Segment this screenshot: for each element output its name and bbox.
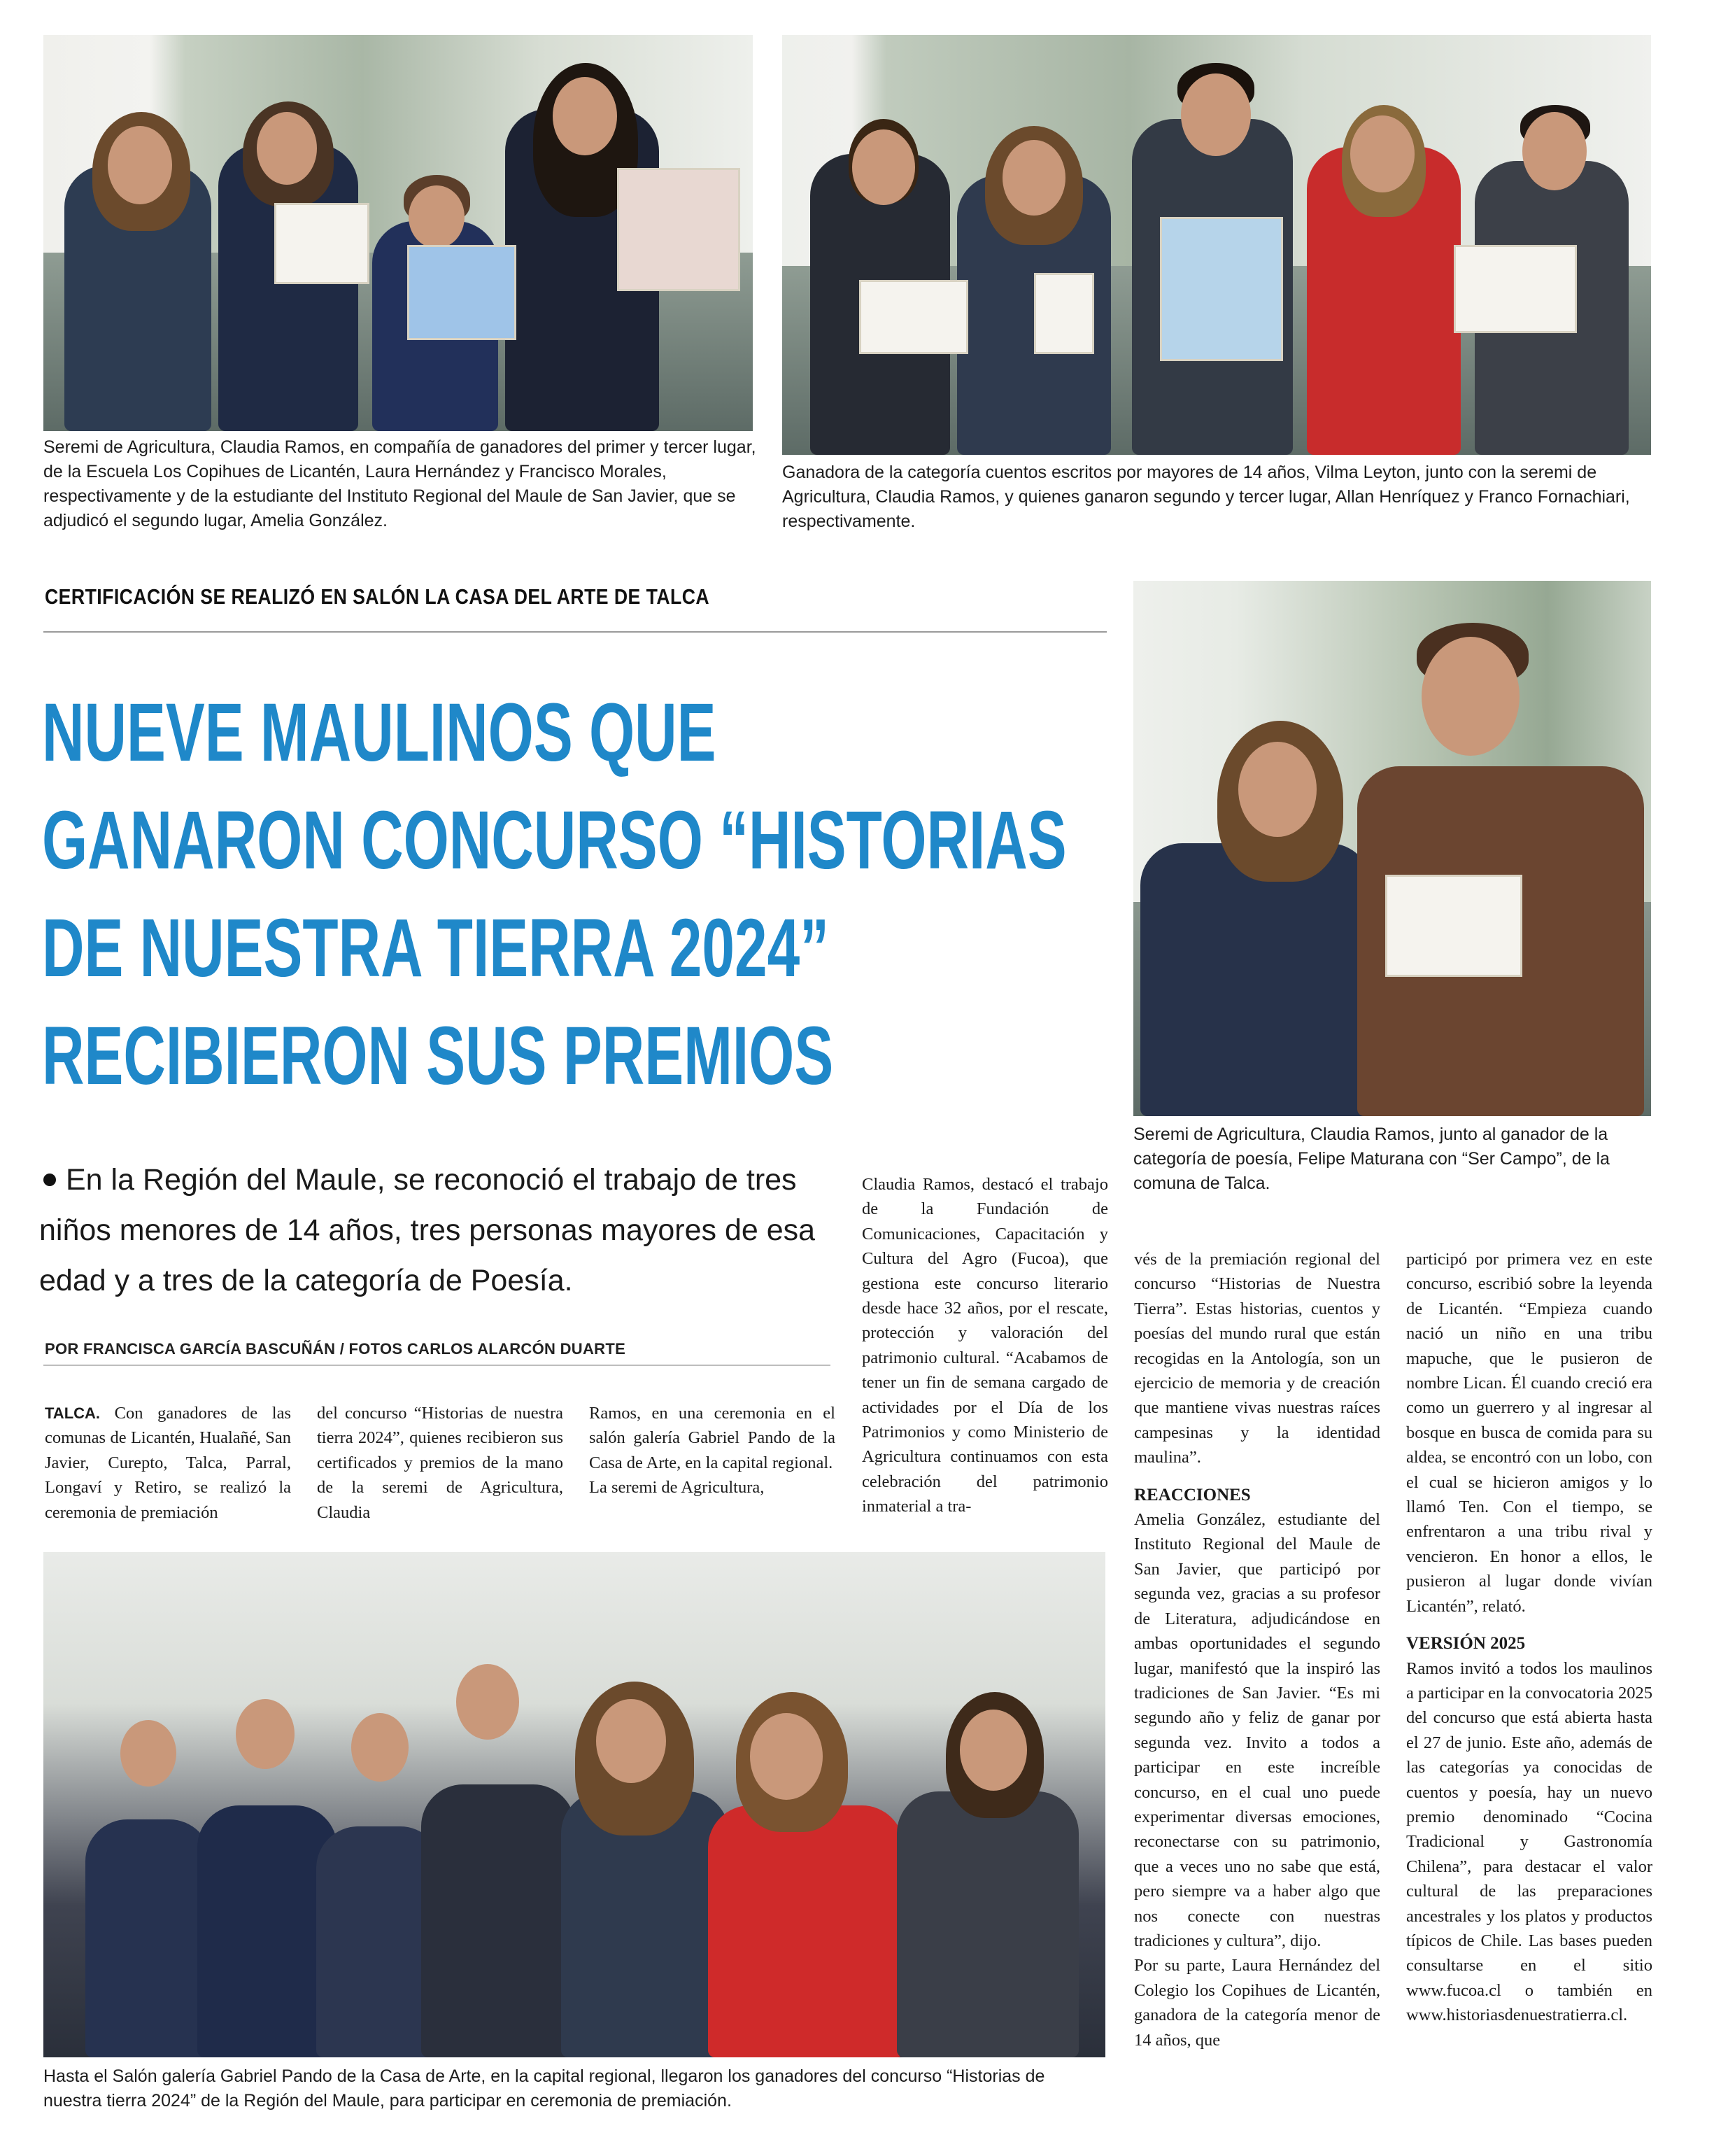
- caption-top-left: Seremi de Agricultura, Claudia Ramos, en compañía de ganadores del primer y tercer lugar, de la Escuela Los Copihues de Licantén, Laura Hernández y Francisco Morales, respectivamente y de la estudiante del Instituto Regional del Maule de San Javier, que se adjudicó el segundo lugar, Amelia González.: [43, 437, 756, 530]
- paragraph: participó por primera vez en este concurso, escribió sobre la leyenda de Licantén. “Empieza cuando nació un niño en una tribu mapuche, que le pusieron de nombre Lican. Él cuando creció era como un guerrero y al ingresar al bosque en busca de comida para su aldea, se encontró con un lobo, con el cual se hicieron amigos y lo llamó Ten. Con el tiempo, se enfrentaron a una tribu rival y vencieron. En honor a ellos, le pusieron al lugar donde vivían Licantén”, relató.: [1406, 1250, 1652, 1616]
- caption-bottom: Hasta el Salón galería Gabriel Pando de la Casa de Arte, en la capital regional, llegaron los ganadores del concurso “Historias de nuestra tierra 2024” de la Región del Maule, para participar en ceremonia de premiación.: [43, 2066, 1045, 2111]
- paragraph: del concurso “Historias de nuestra tierra 2024”, quienes recibieron sus certificados y premios de la mano de la seremi de Agricultura, Claudia: [317, 1404, 563, 1522]
- paragraph-text: Con ganadores de las comunas de Licantén, Hualañé, San Javier, Curepto, Talca, Parral, Longaví y Retiro, se realizó la ceremonia de premiación: [45, 1404, 292, 1522]
- column-5: [1134, 1247, 1380, 2052]
- column-2: [317, 1401, 563, 1525]
- subhead-version-2025: VERSIÓN 2025: [1406, 1634, 1526, 1654]
- paragraph: Ramos invitó a todos los maulinos a participar en la convocatoria 2025 del concurso que está abierta hasta el 27 de junio. Este año, además de las categorías ya conocidas de cuentos y poesía, hay un nuevo premio denominado “Cocina Tradicional y Gastronomía Chilena”, para destacar el valor cultural de las preparaciones ancestrales y los platos y productos típicos de Chile. Las bases pueden consultarse en el sitio www.fucoa.cl o también en www.historiasdenuestratierra.cl.: [1406, 1658, 1652, 2025]
- paragraph: [45, 1401, 291, 1525]
- paragraph: Claudia Ramos, destacó el trabajo de la Fundación de Comunicaciones, Capacitación y Cultura del Agro (Fucoa), que gestiona este concurso literario desde hace 32 años, por el rescate, protección y valoración del patrimonio cultural. “Acabamos de tener un fin de semana cargado de actividades por el Día de los Patrimonios y como Ministerio de Agricultura continuamos con esta celebración del patrimonio inmaterial a tra-: [862, 1175, 1108, 1516]
- column-1: [45, 1401, 291, 1525]
- photo-right: [1133, 581, 1651, 1116]
- byline: POR FRANCISCA GARCÍA BASCUÑÁN / FOTOS CARLOS ALARCÓN DUARTE: [45, 1340, 626, 1358]
- dateline: TALCA.: [45, 1404, 101, 1422]
- article-kicker: CERTIFICACIÓN SE REALIZÓ EN SALÓN LA CASA DEL ARTE DE TALCA: [45, 584, 710, 609]
- column-4: [862, 1172, 1108, 1519]
- paragraph: vés de la premiación regional del concurso “Historias de Nuestra Tierra”. Estas historias, cuentos y poesías del mundo rural que están recogidas en la Antología, son un ejercicio de memoria y de creación que mantiene vivas nuestras raíces campesinas y la identidad maulina”.: [1134, 1250, 1380, 1467]
- lead-summary: [39, 1155, 830, 1306]
- lead-text: En la Región del Maule, se reconoció el trabajo de tres niños menores de 14 años, tres personas mayores de esa edad y a tres de la categoría de Poesía.: [39, 1163, 816, 1297]
- subhead-reacciones: REACCIONES: [1134, 1485, 1251, 1505]
- byline-divider: [43, 1365, 830, 1366]
- paragraph: Ramos, en una ceremonia en el salón galería Gabriel Pando de la Casa de Arte, en la capital regional.: [589, 1404, 835, 1472]
- photo-top-right: [782, 35, 1651, 455]
- paragraph: La seremi de Agricultura,: [589, 1478, 765, 1498]
- photo-top-left: [43, 35, 753, 431]
- caption-top-right: Ganadora de la categoría cuentos escritos por mayores de 14 años, Vilma Leyton, junto con la seremi de Agricultura, Claudia Ramos, y quienes ganaron segundo y tercer lugar, Allan Henríquez y Franco Fornachiari, respectivamente.: [782, 463, 1630, 531]
- headline-line-3: DE NUESTRA TIERRA 2024”: [42, 902, 830, 994]
- headline-line-4: RECIBIERON SUS PREMIOS: [42, 1010, 834, 1102]
- photo-bottom: [43, 1552, 1105, 2057]
- caption-right: Seremi de Agricultura, Claudia Ramos, junto al ganador de la categoría de poesía, Felipe Maturana con “Ser Campo”, de la comuna de Talca.: [1133, 1125, 1610, 1193]
- headline-line-1: NUEVE MAULINOS QUE: [42, 686, 716, 779]
- kicker-divider: [43, 631, 1107, 633]
- bullet-icon: [43, 1174, 56, 1186]
- paragraph: Por su parte, Laura Hernández del Colegio los Copihues de Licantén, ganadora de la categoría menor de 14 años, que: [1134, 1956, 1380, 2050]
- column-3: [589, 1401, 835, 1500]
- headline-line-2: GANARON CONCURSO “HISTORIAS: [42, 794, 1067, 887]
- column-6: [1406, 1247, 1652, 2028]
- paragraph: Amelia González, estudiante del Instituto Regional del Maule de San Javier, que participó por segunda vez, gracias a su profesor de Literatura, adjudicándose en ambas oportunidades el segundo lugar, manifestó que la inspiró las tradiciones de San Javier. “Es mi segundo año y feliz de ganar por segunda vez. Invito a todos a participar en este increíble concurso, en el cual uno puede experimentar diversas emociones, reconectarse con su patrimonio, que a veces uno no sabe que está, pero siempre va a haber algo que nos conecte con nuestras tradiciones y cultura”, dijo.: [1134, 1510, 1380, 1950]
